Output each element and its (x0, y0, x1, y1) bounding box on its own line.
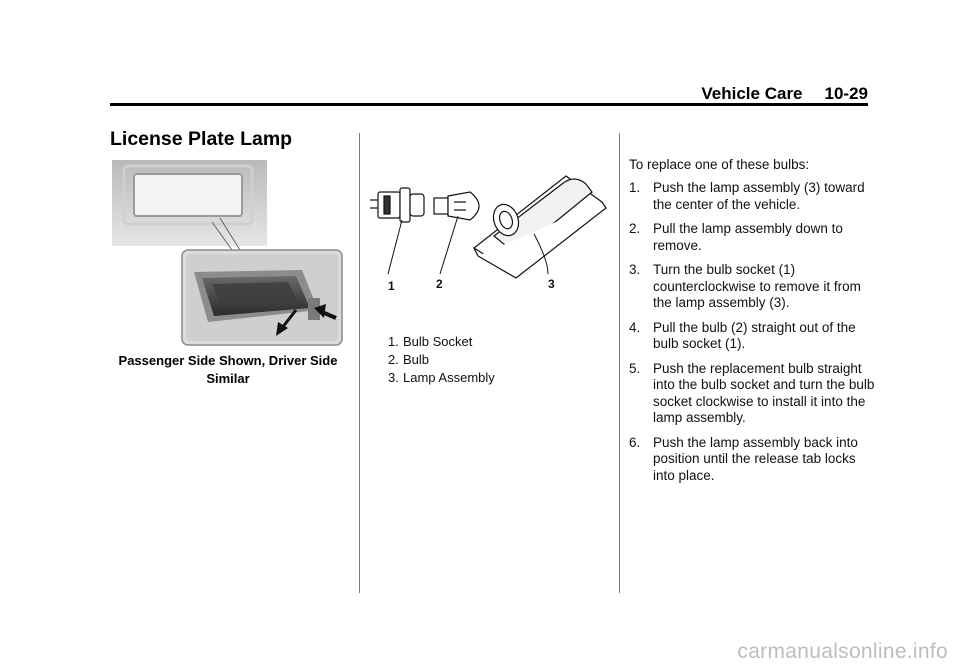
step-item: 5. Push the replacement bulb straight into the bulb socket and turn the bulb socket clockwise to install it into the lamp assembly. (629, 360, 875, 425)
bulb-socket-drawing (370, 188, 424, 222)
column-divider-1 (359, 133, 360, 593)
instructions-intro: To replace one of these bulbs: (629, 157, 810, 172)
section-heading: License Plate Lamp (110, 128, 293, 150)
page-header (110, 82, 868, 104)
figure-caption: Passenger Side Shown, Driver Side Similar (118, 353, 338, 386)
license-plate-lamp-photo (112, 160, 344, 350)
callout-1: 1 (388, 279, 395, 293)
callout-2: 2 (436, 277, 443, 291)
diagram-legend (388, 333, 495, 387)
page-number: 10-29 (824, 84, 868, 103)
instruction-steps (629, 180, 875, 492)
column-divider-2 (619, 133, 620, 593)
step-item: 4. Pull the bulb (2) straight out of the bulb socket (1). (629, 319, 856, 351)
legend-item: 2. Bulb (388, 352, 430, 367)
bulb-exploded-diagram (366, 162, 612, 300)
step-item: 6. Push the lamp assembly back into position until the release tab locks into place. (629, 434, 858, 483)
header-rule (110, 103, 868, 106)
legend-item: 3. Lamp Assembly (388, 370, 495, 385)
step-item: 2. Pull the lamp assembly down to remove. (629, 221, 843, 253)
callout-3: 3 (548, 277, 555, 291)
section-title: Vehicle Care (701, 84, 803, 103)
lamp-assembly-drawing (474, 176, 606, 278)
legend-item: 1. Bulb Socket (388, 334, 473, 349)
bulb-drawing (434, 192, 479, 220)
step-item: 1. Push the lamp assembly (3) toward the center of the vehicle. (629, 180, 865, 212)
step-item: 3. Turn the bulb socket (1) counterclockwise to remove it from the lamp assembly (3). (629, 262, 861, 310)
watermark: carmanualsonline.info (737, 640, 948, 663)
